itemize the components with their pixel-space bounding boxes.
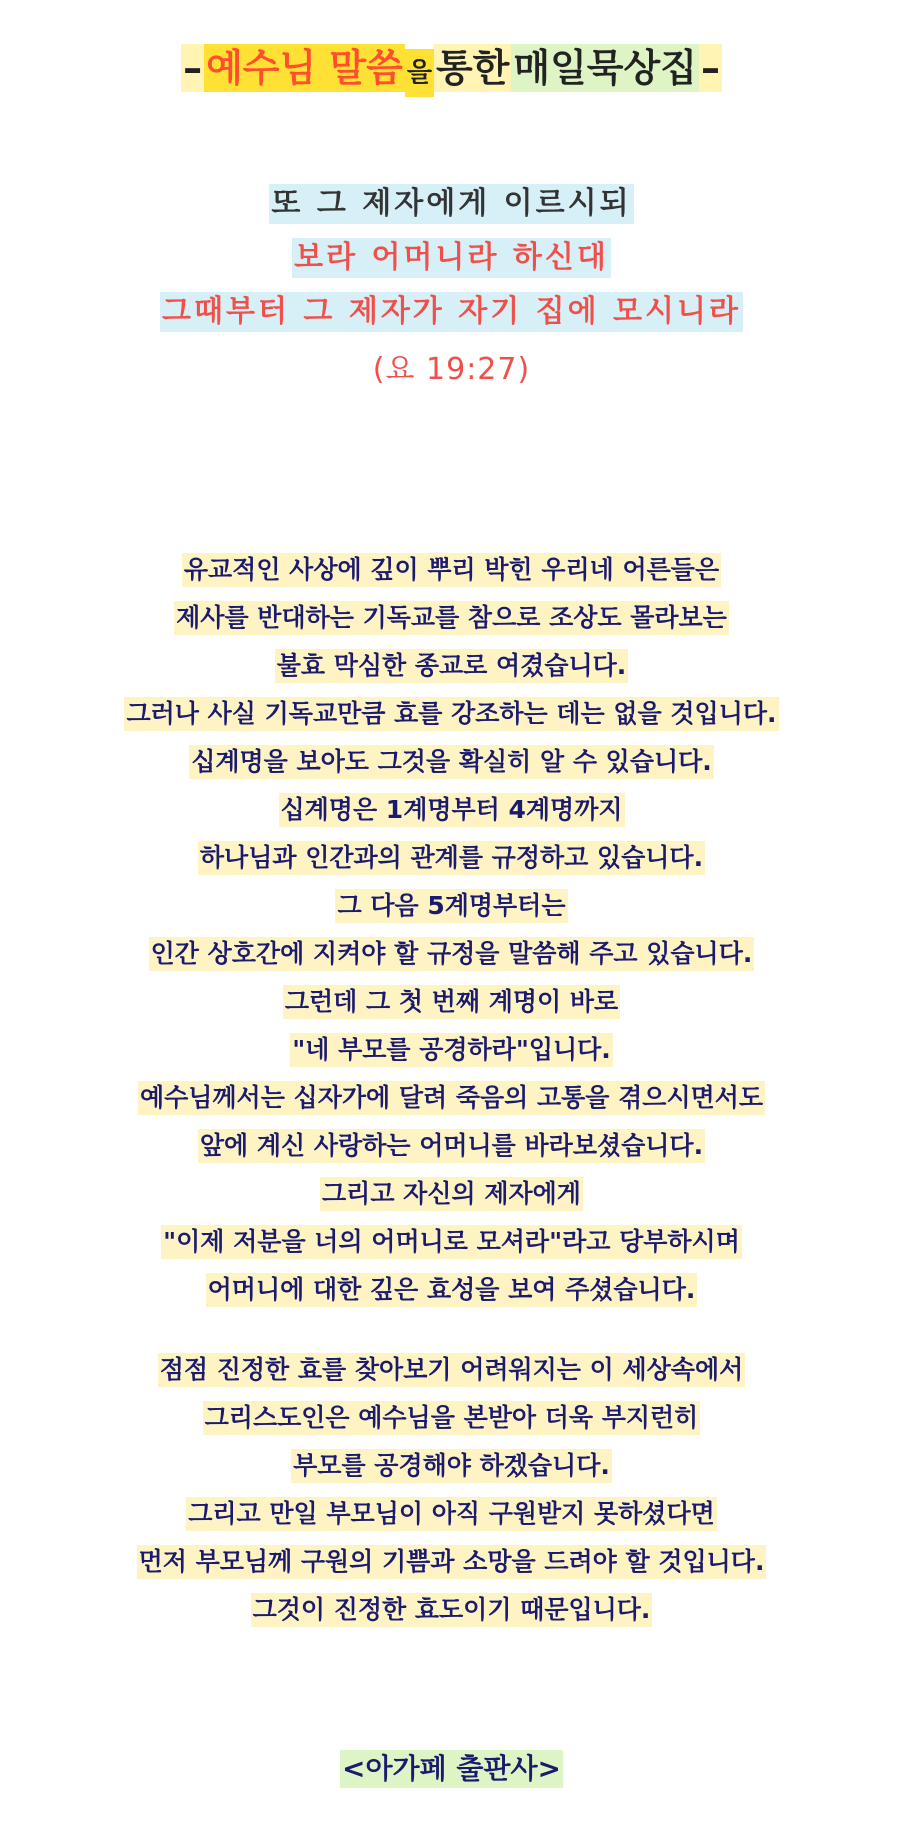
body-line-text: 그것이 진정한 효도이기 때문입니다. [251, 1593, 653, 1627]
body-line [0, 1497, 903, 1531]
body-line-text: 제사를 반대하는 기독교를 참으로 조상도 몰라보는 [174, 601, 729, 635]
body-line [0, 1449, 903, 1483]
title-daily-meditation: 매일묵상집 [513, 46, 697, 90]
title-through: 통한 [435, 46, 510, 90]
verse-line-1 [0, 184, 903, 224]
body-line [0, 1273, 903, 1307]
body-line-text: 그리고 자신의 제자에게 [320, 1177, 583, 1211]
verse-line-3 [0, 292, 903, 332]
verse-line-2-text: 보라 어머니라 하신대 [292, 238, 611, 278]
body-line [0, 889, 903, 923]
body-line-text: "네 부모를 공경하라"입니다. [290, 1033, 613, 1067]
body-line [0, 697, 903, 731]
body-line [0, 553, 903, 587]
body-line [0, 1033, 903, 1067]
body-line-text: 앞에 계신 사랑하는 어머니를 바라보셨습니다. [198, 1129, 705, 1163]
body-line [0, 1353, 903, 1387]
body-line-text: "이제 저분을 너의 어머니로 모셔라"라고 당부하시며 [161, 1225, 742, 1259]
publisher-name: <아가페 출판사> [340, 1750, 563, 1788]
body-line [0, 793, 903, 827]
verse-line-1-text: 또 그 제자에게 이르시되 [269, 184, 633, 224]
body-line [0, 985, 903, 1019]
body-line-text: 십계명은 1계명부터 4계명까지 [279, 793, 625, 827]
body-line-text: 예수님께서는 십자가에 달려 죽음의 고통을 겪으시면서도 [138, 1081, 765, 1115]
body-line [0, 649, 903, 683]
body-line-text: 점점 진정한 효를 찾아보기 어려워지는 이 세상속에서 [158, 1353, 746, 1387]
title-dash-left: – [183, 46, 203, 90]
verse-line-3-text: 그때부터 그 제자가 자기 집에 모시니라 [160, 292, 743, 332]
body-line-text: 부모를 공경해야 하겠습니다. [291, 1449, 612, 1483]
body-line-text: 어머니에 대한 깊은 효성을 보여 주셨습니다. [206, 1273, 698, 1307]
body-line [0, 1177, 903, 1211]
body-line [0, 841, 903, 875]
body-line [0, 1081, 903, 1115]
body-line-text: 먼저 부모님께 구원의 기쁨과 소망을 드려야 할 것입니다. [137, 1545, 767, 1579]
body-line-text: 불효 막심한 종교로 여겼습니다. [275, 649, 629, 683]
body-line-text: 그리스도인은 예수님을 본받아 더욱 부지런히 [203, 1401, 701, 1435]
page-title [0, 44, 903, 97]
body-line-text: 하나님과 인간과의 관계를 규정하고 있습니다. [198, 841, 705, 875]
body-line [0, 1225, 903, 1259]
body-line-text: 그런데 그 첫 번째 계명이 바로 [283, 985, 620, 1019]
body-line-text: 유교적인 사상에 깊이 뿌리 박힌 우리네 어른들은 [182, 553, 721, 587]
body-line [0, 1129, 903, 1163]
body-line-text: 십계명을 보아도 그것을 확실히 알 수 있습니다. [189, 745, 714, 779]
body-line [0, 1401, 903, 1435]
verse-line-2 [0, 238, 903, 278]
title-jesus-words: 예수님 말씀 [206, 46, 403, 90]
body-line [0, 937, 903, 971]
body-line [0, 745, 903, 779]
body-line-text: 그리고 만일 부모님이 아직 구원받지 못하셨다면 [186, 1497, 717, 1531]
body-line [0, 601, 903, 635]
publisher-footer [0, 1750, 903, 1788]
body-line-text: 그 다음 5계명부터는 [335, 889, 567, 923]
body-line-text: 그러나 사실 기독교만큼 효를 강조하는 데는 없을 것입니다. [124, 697, 778, 731]
body-line-text: 인간 상호간에 지켜야 할 규정을 말씀해 주고 있습니다. [149, 937, 755, 971]
title-dash-right: – [700, 46, 720, 90]
title-particle: 을 [405, 49, 434, 97]
body-line [0, 1545, 903, 1579]
verse-reference: (요 19:27) [372, 352, 531, 387]
body-line [0, 1593, 903, 1627]
